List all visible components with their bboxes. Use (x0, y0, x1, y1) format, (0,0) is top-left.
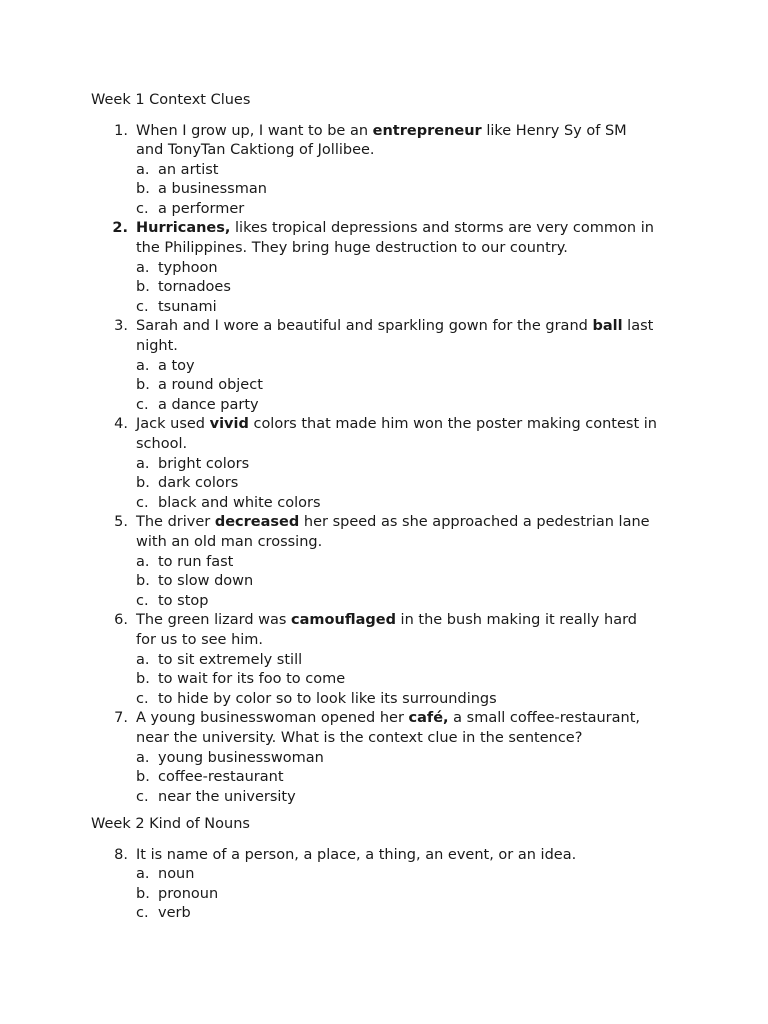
question-line (0, 513, 768, 533)
question-line (0, 122, 768, 142)
answer-option (0, 788, 768, 808)
question-text (136, 729, 582, 749)
option-letter: c. (136, 690, 149, 707)
question-text (136, 709, 640, 729)
question-text-segment: last (622, 318, 654, 335)
question-text (136, 239, 568, 259)
option-text: to stop (158, 592, 209, 609)
question-item (0, 611, 768, 709)
option-letter: a. (136, 651, 150, 668)
option-text: to wait for its foo to come (158, 671, 346, 688)
option-text: a businessman (158, 181, 267, 198)
answer-option (0, 298, 768, 318)
option-letter: a. (136, 553, 150, 570)
question-text-segment: The green lizard was (136, 612, 292, 629)
question-number: 3. (114, 318, 128, 335)
option-text: verb (158, 905, 191, 922)
option-text: coffee-restaurant (158, 769, 284, 786)
option-letter: b. (136, 377, 150, 394)
option-letter: b. (136, 279, 150, 296)
question-line (0, 415, 768, 435)
question-text-segment: Jack used (136, 416, 210, 433)
option-text: an artist (158, 161, 219, 178)
option-text: dark colors (158, 475, 239, 492)
option-letter: b. (136, 885, 150, 902)
question-text (136, 846, 576, 866)
question-text (136, 631, 263, 651)
question-text-segment: like Henry Sy of SM (481, 122, 627, 139)
option-letter: c. (136, 200, 149, 217)
answer-option (0, 670, 768, 690)
option-letter: a. (136, 866, 150, 883)
question-number: 8. (114, 846, 128, 863)
answer-option (0, 278, 768, 298)
question-text-segment: the Philippines. They bring huge destruction to our country. (136, 240, 568, 257)
option-text: to slow down (158, 573, 254, 590)
answer-option (0, 494, 768, 514)
question-line-continued (0, 141, 768, 161)
option-text: near the university (158, 788, 296, 805)
question-item (0, 709, 768, 807)
option-text: typhoon (158, 259, 218, 276)
option-letter: b. (136, 769, 150, 786)
question-number: 5. (114, 514, 128, 531)
answer-option (0, 651, 768, 671)
question-keyword: decreased (214, 514, 300, 531)
option-letter: b. (136, 573, 150, 590)
week2-heading: Week 2 Kind of Nouns (91, 816, 250, 832)
question-text-segment: The driver (136, 514, 215, 531)
question-line-continued (0, 435, 768, 455)
question-item (0, 122, 768, 220)
question-text (136, 415, 657, 435)
option-letter: a. (136, 161, 150, 178)
question-line-continued (0, 533, 768, 553)
question-text (136, 533, 322, 553)
answer-option (0, 690, 768, 710)
option-letter: a. (136, 749, 150, 766)
question-text-segment: When I grow up, I want to be an (136, 122, 373, 139)
question-keyword: entrepreneur (372, 122, 482, 139)
answer-option (0, 885, 768, 905)
option-text: a dance party (158, 396, 259, 413)
option-text: a performer (158, 200, 245, 217)
question-item (0, 513, 768, 611)
option-letter: c. (136, 396, 149, 413)
option-text: to hide by color so to look like its surroundings (158, 690, 497, 707)
question-number: 1. (114, 122, 128, 139)
question-text-segment: with an old man crossing. (136, 533, 323, 550)
answer-option (0, 749, 768, 769)
question-line (0, 611, 768, 631)
question-keyword: vivid (209, 416, 249, 433)
question-number: 2. (112, 220, 128, 237)
option-letter: a. (136, 455, 150, 472)
question-text (136, 219, 654, 239)
answer-option (0, 357, 768, 377)
answer-option (0, 259, 768, 279)
question-item (0, 219, 768, 317)
option-text: tornadoes (158, 279, 231, 296)
question-line (0, 219, 768, 239)
answer-option (0, 904, 768, 924)
question-item (0, 415, 768, 513)
option-text: young businesswoman (158, 749, 324, 766)
question-text-segment: near the university. What is the context clue in the sentence? (136, 729, 583, 746)
question-item (0, 317, 768, 415)
answer-option (0, 592, 768, 612)
question-text (136, 122, 627, 142)
question-text (136, 337, 178, 357)
question-text-segment: her speed as she approached a pedestrian lane (299, 514, 650, 531)
option-letter: b. (136, 671, 150, 688)
question-text-segment: colors that made him won the poster making contest in (248, 416, 657, 433)
question-text-segment: in the bush making it really hard (395, 612, 637, 629)
question-line-continued (0, 631, 768, 651)
question-text-segment: likes tropical depressions and storms are very common in (230, 220, 654, 237)
question-line (0, 317, 768, 337)
option-letter: a. (136, 357, 150, 374)
answer-option (0, 768, 768, 788)
question-line-continued (0, 337, 768, 357)
answer-option (0, 200, 768, 220)
option-text: black and white colors (158, 494, 321, 511)
question-text (136, 317, 653, 337)
question-text-segment: night. (136, 338, 178, 355)
option-letter: c. (136, 494, 149, 511)
answer-option (0, 161, 768, 181)
question-keyword: café, (408, 710, 449, 727)
question-text-segment: and TonyTan Caktiong of Jollibee. (136, 142, 375, 159)
question-text-segment: It is name of a person, a place, a thing, an event, or an idea. (136, 846, 577, 863)
option-text: to sit extremely still (158, 651, 303, 668)
option-letter: c. (136, 298, 149, 315)
question-number: 6. (114, 612, 128, 629)
option-text: tsunami (158, 298, 217, 315)
option-text: to run fast (158, 553, 234, 570)
question-text (136, 611, 637, 631)
option-letter: a. (136, 259, 150, 276)
question-text-segment: A young businesswoman opened her (136, 710, 409, 727)
question-text-segment: a small coffee-restaurant, (448, 710, 640, 727)
question-keyword: camouflaged (291, 612, 396, 629)
week2-question-list (0, 846, 768, 924)
option-letter: c. (136, 788, 149, 805)
answer-option (0, 180, 768, 200)
question-number: 7. (114, 710, 128, 727)
question-line-continued (0, 729, 768, 749)
option-text: a toy (158, 357, 195, 374)
answer-option (0, 455, 768, 475)
answer-option (0, 865, 768, 885)
option-letter: c. (136, 592, 149, 609)
answer-option (0, 396, 768, 416)
option-text: noun (158, 866, 195, 883)
option-letter: b. (136, 181, 150, 198)
question-line (0, 709, 768, 729)
question-number: 4. (114, 416, 128, 433)
question-text (136, 435, 187, 455)
question-line (0, 846, 768, 866)
question-item (0, 846, 768, 924)
question-text-segment: Sarah and I wore a beautiful and sparkling gown for the grand (136, 318, 593, 335)
question-text-segment: for us to see him. (136, 631, 264, 648)
option-letter: c. (136, 905, 149, 922)
option-text: pronoun (158, 885, 219, 902)
question-keyword: Hurricanes, (136, 220, 231, 237)
week1-question-list (0, 122, 768, 808)
question-text (136, 513, 650, 533)
option-text: bright colors (158, 455, 250, 472)
answer-option (0, 474, 768, 494)
question-text-segment: school. (136, 436, 188, 452)
option-text: a round object (158, 377, 263, 394)
option-letter: b. (136, 475, 150, 492)
answer-option (0, 572, 768, 592)
question-line-continued (0, 239, 768, 259)
answer-option (0, 553, 768, 573)
question-text (136, 141, 375, 161)
week1-heading: Week 1 Context Clues (91, 92, 251, 108)
answer-option (0, 376, 768, 396)
question-keyword: ball (592, 318, 623, 335)
